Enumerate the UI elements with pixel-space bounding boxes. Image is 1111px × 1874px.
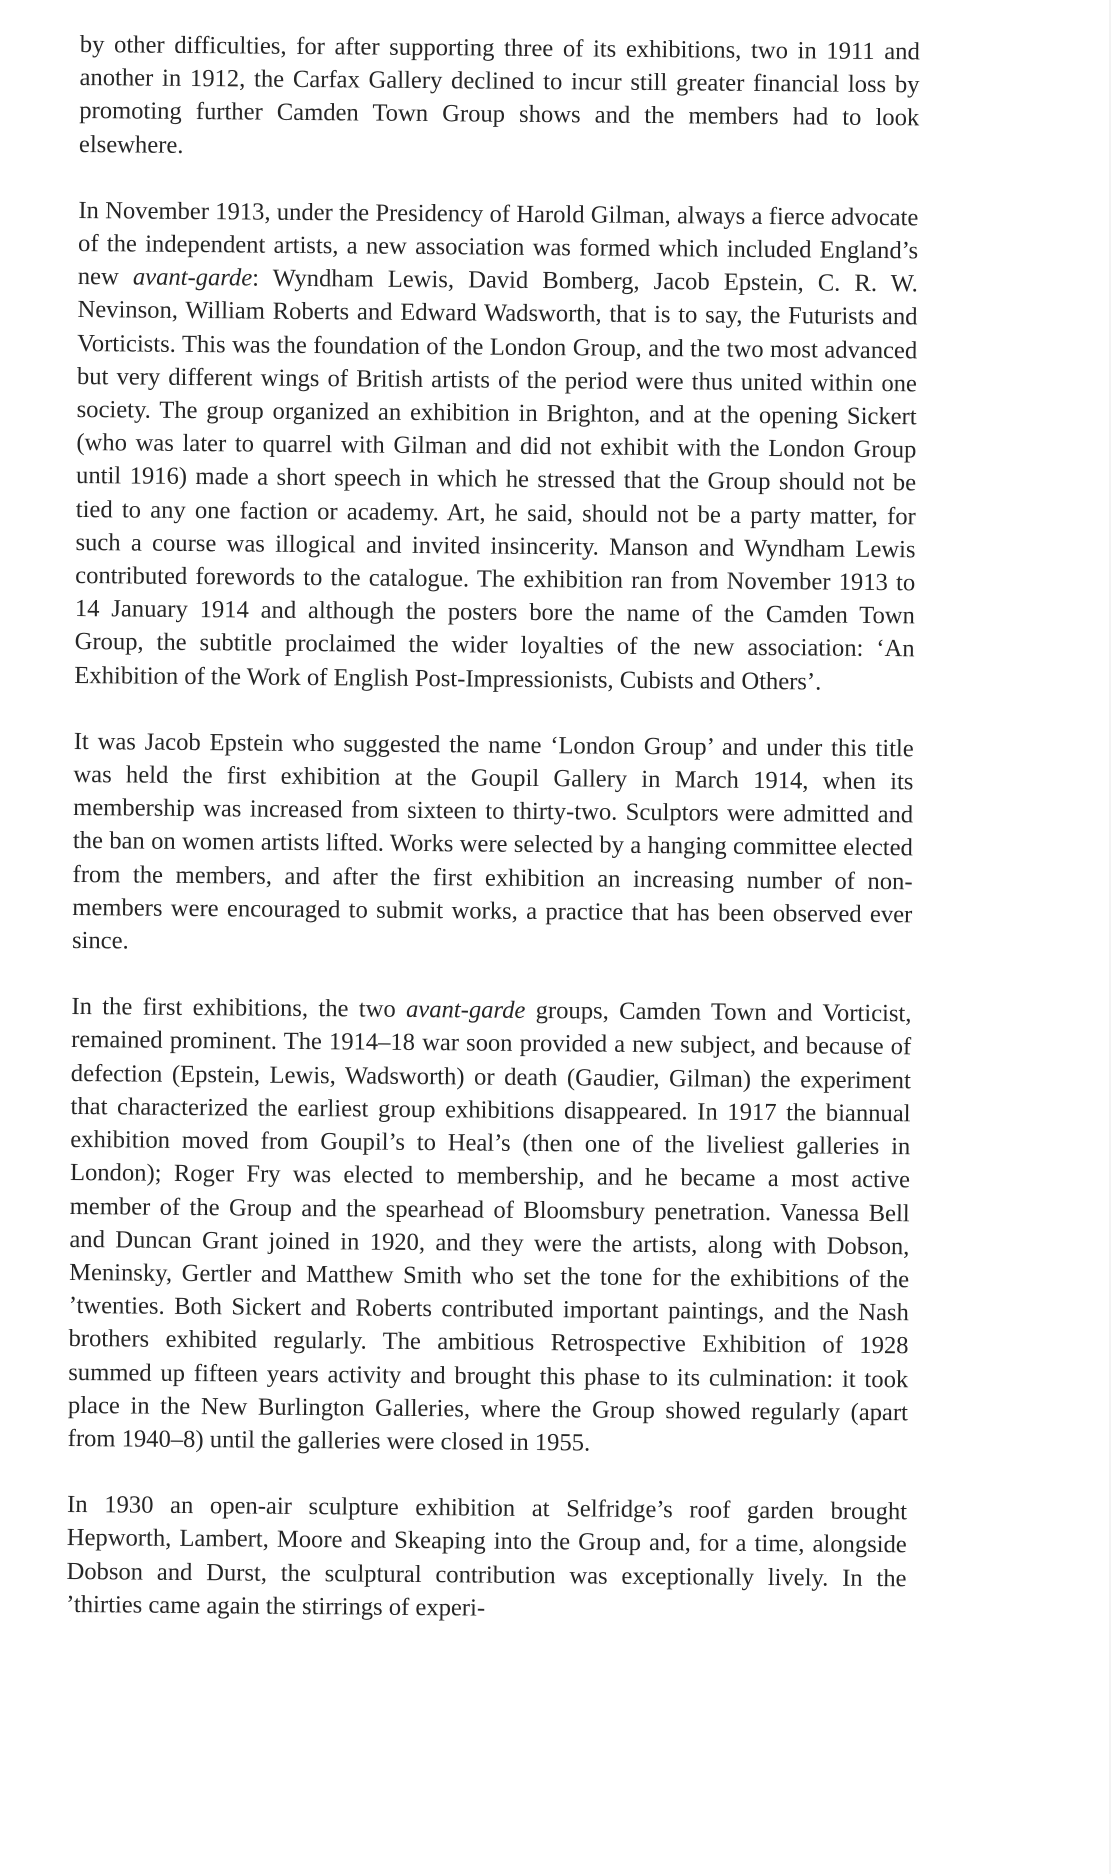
paragraph-sculpture-exhibition [66, 1488, 907, 1628]
paragraph-text: It was Jacob Epstein who suggested the name ‘London Group’ and under this title was held the first exhibition at the Goupil Gallery in March 1914, when its membership was increased from sixteen to thirty-two. Sculptors were admitted and the ban on women artists lifted. Works were selected by a hanging committee elected from the members, and after the first exhibition an increasing number of non-members were encouraged to submit works, a practice that has been observed ever since. [71, 727, 914, 955]
italic-term: avant-garde [405, 996, 526, 1025]
paragraph-carfax-gallery [79, 28, 920, 168]
paragraph-text: : Wyndham Lewis, David Bomberg, Jacob Epstein, C. R. W. Nevinson, William Roberts and Edward Wadsworth, that is to say, the Futurists and Vorticists. This was the foundation of the London Group, and the two most advanced but very different wings of British artists of the period were thus united within one society. The group organized an exhibition in Brighton, and at the opening Sickert (who was later to quarrel with Gilman and did not exhibit with the London Group until 1916) made a short speech in which he stressed that the Group should not be tied to any one faction or academy. Art, he said, should not be a party matter, for such a course was illogical and invited insincerity. Manson and Wyndham Lewis contributed forewords to the catalogue. The exhibition ran from November 1913 to 14 January 1914 and although the posters bore the name of the Camden Town Group, the subtitle proclaimed the wider loyalties of the new association: ‘An Exhibition of the Work of English Post-Impressionists, Cubists and Others’. [74, 264, 918, 696]
italic-term: avant-garde [132, 263, 253, 292]
paragraph-name-origin [72, 725, 914, 965]
article-body [66, 28, 920, 1628]
paragraph-first-exhibitions [68, 990, 912, 1462]
paragraph-text: by other difficulties, for after supporting three of its exhibitions, two in 1911 and another in 1912, the Carfax Gallery declined to incur still greater financial loss by promoting further Camden Town Group shows and the members had to look elsewhere. [78, 30, 920, 159]
paragraph-text: In 1930 an open-air sculpture exhibition at Selfridge’s roof garden brought Hepworth, Lambert, Moore and Skeaping into the Group and, for a time, alongside Dobson and Durst, the sculptural contribution was exceptionally lively. In the ’thirties came again the stirrings of experi- [66, 1491, 908, 1622]
paragraph-text: In November 1913, under the Presidency of Harold Gilman, always a fierce advocate of the independent artists, a new association was formed which included England’s new [77, 196, 919, 291]
paragraph-london-group-foundation [74, 194, 918, 699]
paragraph-text: groups, Camden Town and Vorticist, remained prominent. The 1914–18 war soon provided a new subject, and because of defection (Epstein, Lewis, Wadsworth) or death (Gaudier, Gilman) the experiment that characterized the earliest group exhibitions disappeared. In 1917 the biannual exhibition moved from Goupil’s to Heal’s (then one of the liveliest galleries in London); Roger Fry was elected to membership, and he became a most active member of the Group and the spearhead of Bloomsbury penetration. Vanessa Bell and Duncan Grant joined in 1920, and they were the artists, along with Dobson, Meninsky, Gertler and Matthew Smith who set the tone for the exhibitions of the ’twenties. Both Sickert and Roberts contributed important paintings, and the Nash brothers exhibited regularly. The ambitious Retrospective Exhibition of 1928 summed up fifteen years activity and brought this phase to its culmination: it took place in the New Burlington Galleries, where the Group showed regularly (apart from 1940–8) until the galleries were closed in 1955. [67, 997, 912, 1457]
paragraph-text: In the first exhibitions, the two [71, 993, 407, 1024]
